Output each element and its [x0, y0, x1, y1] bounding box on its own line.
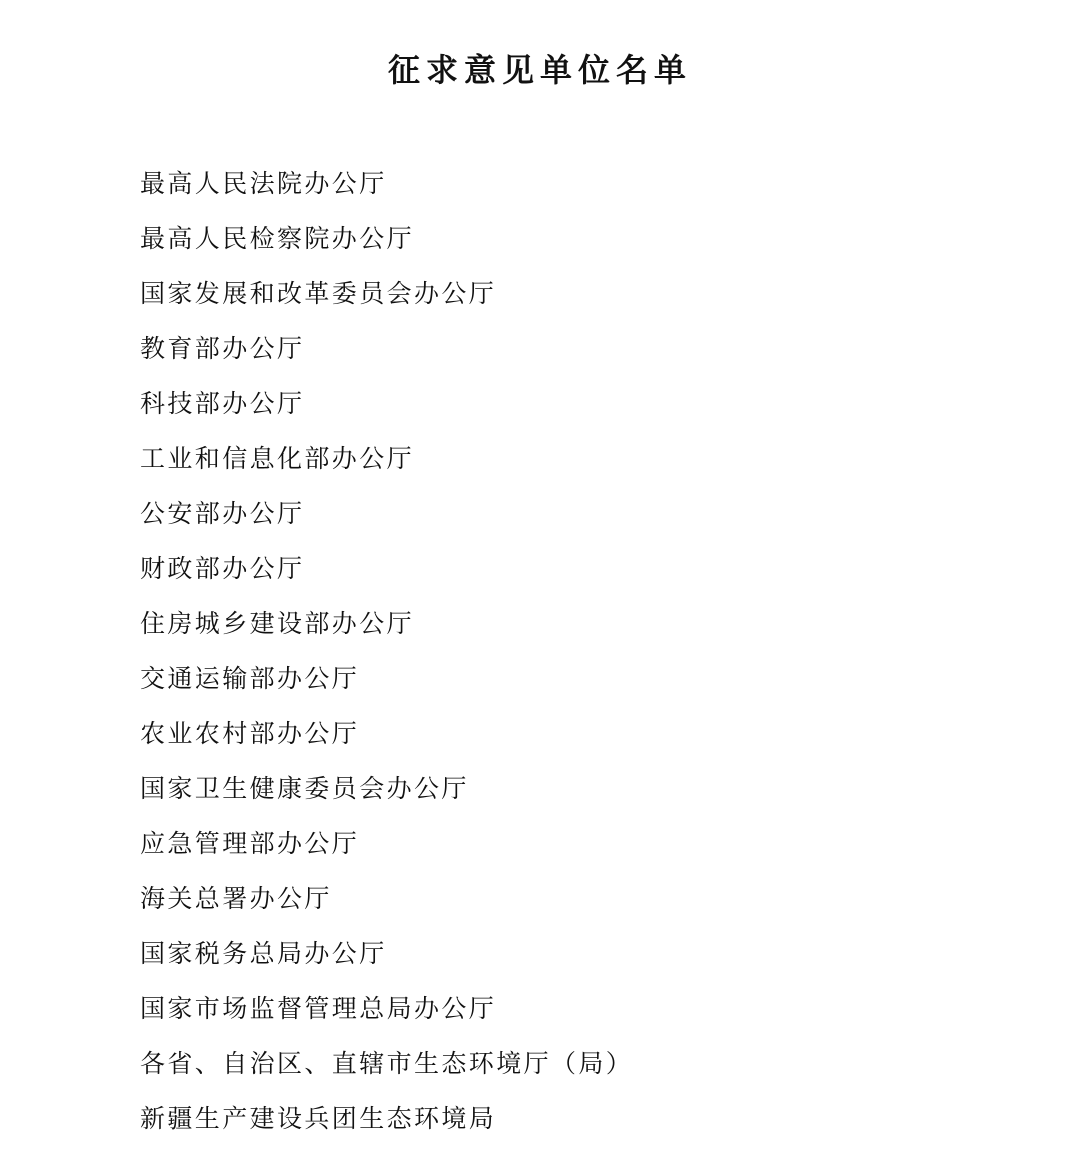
list-item: 国家卫生健康委员会办公厅 [140, 774, 469, 803]
list-item: 公安部办公厅 [140, 499, 305, 528]
list-item: 农业农村部办公厅 [140, 719, 360, 748]
page-title: 征求意见单位名单 [387, 51, 692, 89]
list-item: 各省、自治区、直辖市生态环境厅（局） [140, 1049, 634, 1078]
list-item: 国家发展和改革委员会办公厅 [140, 279, 497, 308]
list-item: 应急管理部办公厅 [140, 829, 360, 858]
list-item: 最高人民法院办公厅 [140, 169, 387, 198]
list-item: 国家税务总局办公厅 [140, 939, 387, 968]
list-item: 科技部办公厅 [140, 389, 305, 418]
list-item: 海关总署办公厅 [140, 884, 332, 913]
list-item: 国家市场监督管理总局办公厅 [140, 994, 497, 1023]
list-item: 最高人民检察院办公厅 [140, 224, 415, 253]
list-item: 新疆生产建设兵团生态环境局 [140, 1104, 497, 1133]
list-item: 住房城乡建设部办公厅 [140, 609, 415, 638]
list-item: 交通运输部办公厅 [140, 664, 360, 693]
list-item: 工业和信息化部办公厅 [140, 444, 415, 473]
unit-list [140, 162, 633, 1152]
list-item: 教育部办公厅 [140, 334, 305, 363]
list-item: 财政部办公厅 [140, 554, 305, 583]
